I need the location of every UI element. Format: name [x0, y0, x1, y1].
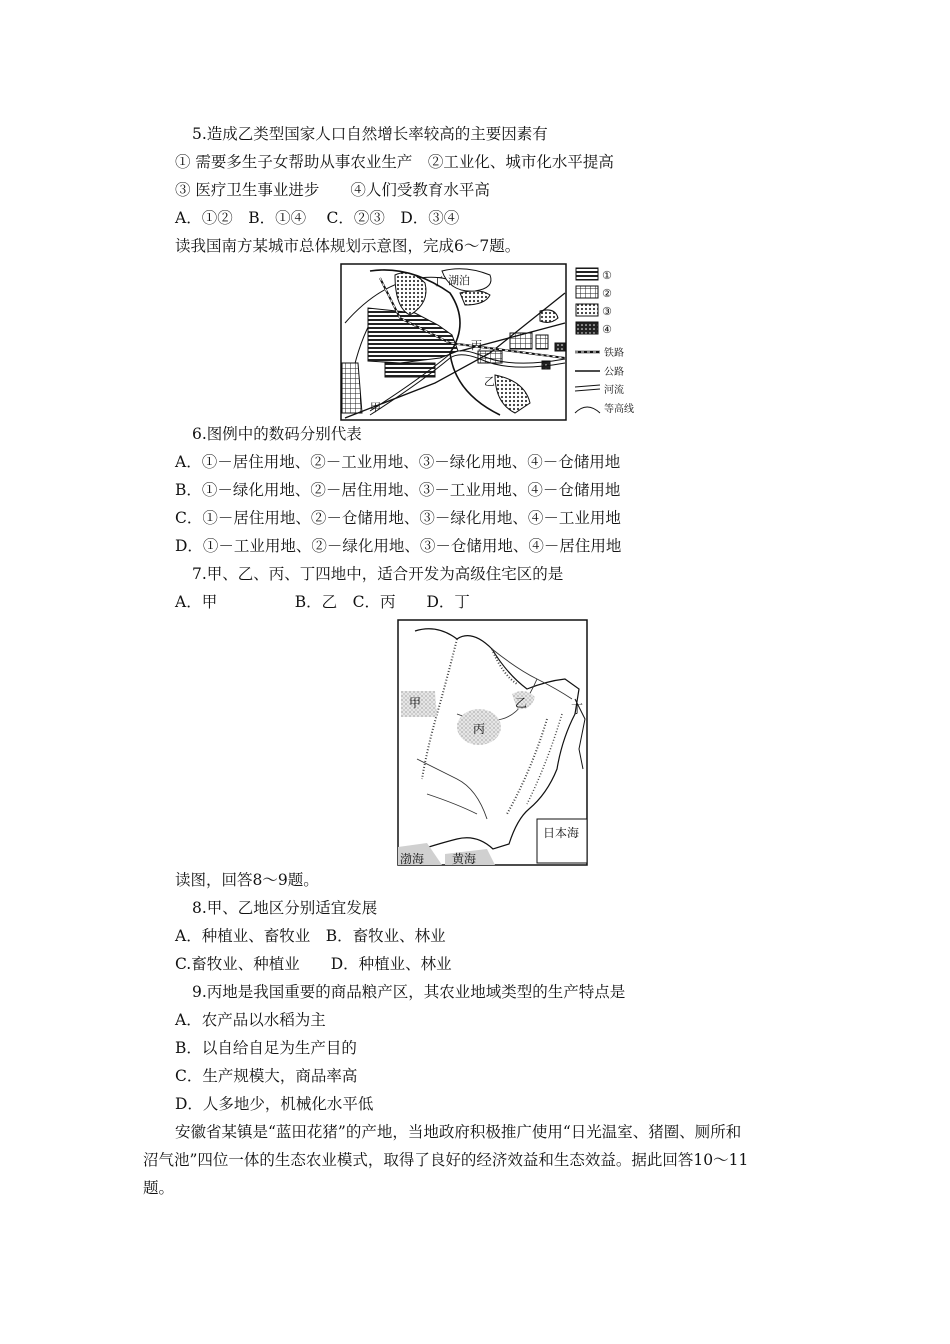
- map2-label-bing: 丙: [473, 722, 486, 736]
- map1-label-jia: 甲: [370, 401, 381, 414]
- map1-label-yi: 乙: [484, 375, 495, 388]
- map2-label-yi: 乙: [515, 696, 528, 710]
- legend-label: ④: [602, 323, 612, 336]
- intro-8-9: 读图，回答8～9题。: [175, 871, 319, 889]
- q6-stem: 6.图例中的数码分别代表: [192, 425, 362, 443]
- map2-label-bohai: 渤海: [400, 852, 425, 866]
- map2-label-ding: 丁: [571, 702, 584, 716]
- q5-answer-row: A．①② B．①④ C．②③ D．③④: [175, 209, 460, 227]
- city-plan-map: [340, 263, 652, 421]
- map2-label-sea-of-japan: 日本海: [543, 826, 580, 840]
- q6-option-c: C．①－居住用地、②－仓储用地、③－绿化用地、④－工业用地: [175, 509, 621, 527]
- map1-label-bing: 丙: [471, 339, 482, 352]
- map2-label-jia: 甲: [409, 696, 422, 710]
- legend-label: 河流: [604, 385, 624, 396]
- intro-10-11-line: 题。: [143, 1179, 175, 1197]
- legend-label: 公路: [604, 367, 624, 378]
- q5-option-row: ① 需要多生子女帮助从事农业生产 ②工业化、城市化水平提高: [175, 153, 614, 171]
- q9-option-a: A．农产品以水稻为主: [175, 1011, 326, 1029]
- intro-6-7: 读我国南方某城市总体规划示意图，完成6～7题。: [175, 237, 521, 255]
- map1-label-lake: 湖泊: [448, 274, 470, 287]
- legend-label: ②: [602, 287, 612, 300]
- legend-label: ③: [602, 305, 612, 318]
- q8-option-row: A．种植业、畜牧业 B．畜牧业、林业: [175, 927, 446, 945]
- q6-option-d: D．①－工业用地、②－绿化用地、③－仓储用地、④－居住用地: [175, 537, 622, 555]
- q9-option-b: B．以自给自足为生产目的: [175, 1039, 357, 1057]
- q5-stem: 5.造成乙类型国家人口自然增长率较高的主要因素有: [192, 125, 548, 143]
- q9-option-d: D．人多地少，机械化水平低: [175, 1095, 374, 1113]
- q8-option-row: C.畜牧业、种植业 D．种植业、林业: [175, 955, 452, 973]
- map2-label-yellow-sea: 黄海: [452, 852, 477, 866]
- q6-option-b: B．①－绿化用地、②－居住用地、③－工业用地、④－仓储用地: [175, 481, 621, 499]
- northeast-china-map: [397, 619, 589, 867]
- intro-10-11-line: 沼气池”四位一体的生态农业模式，取得了良好的经济效益和生态效益。据此回答10～11: [143, 1151, 749, 1169]
- map1-label-ding: 丁: [432, 275, 443, 288]
- intro-10-11-line: 安徽省某镇是“蓝田花猪”的产地，当地政府积极推广使用“日光温室、猪圈、厕所和: [175, 1123, 742, 1141]
- q9-stem: 9.丙地是我国重要的商品粮产区，其农业地域类型的生产特点是: [192, 983, 626, 1001]
- q5-option-row: ③ 医疗卫生事业进步 ④人们受教育水平高: [175, 181, 490, 199]
- legend-label: 铁路: [604, 348, 624, 359]
- q6-option-a: A．①－居住用地、②－工业用地、③－绿化用地、④－仓储用地: [175, 453, 621, 471]
- q8-stem: 8.甲、乙地区分别适宜发展: [192, 899, 378, 917]
- q7-stem: 7.甲、乙、丙、丁四地中，适合开发为高级住宅区的是: [192, 565, 564, 583]
- legend-label: 等高线: [604, 404, 634, 415]
- q9-option-c: C．生产规模大，商品率高: [175, 1067, 358, 1085]
- map1-legend: [575, 268, 634, 415]
- legend-label: ①: [602, 269, 612, 282]
- q7-answer-row: A．甲 B．乙 C．丙 D．丁: [175, 593, 470, 611]
